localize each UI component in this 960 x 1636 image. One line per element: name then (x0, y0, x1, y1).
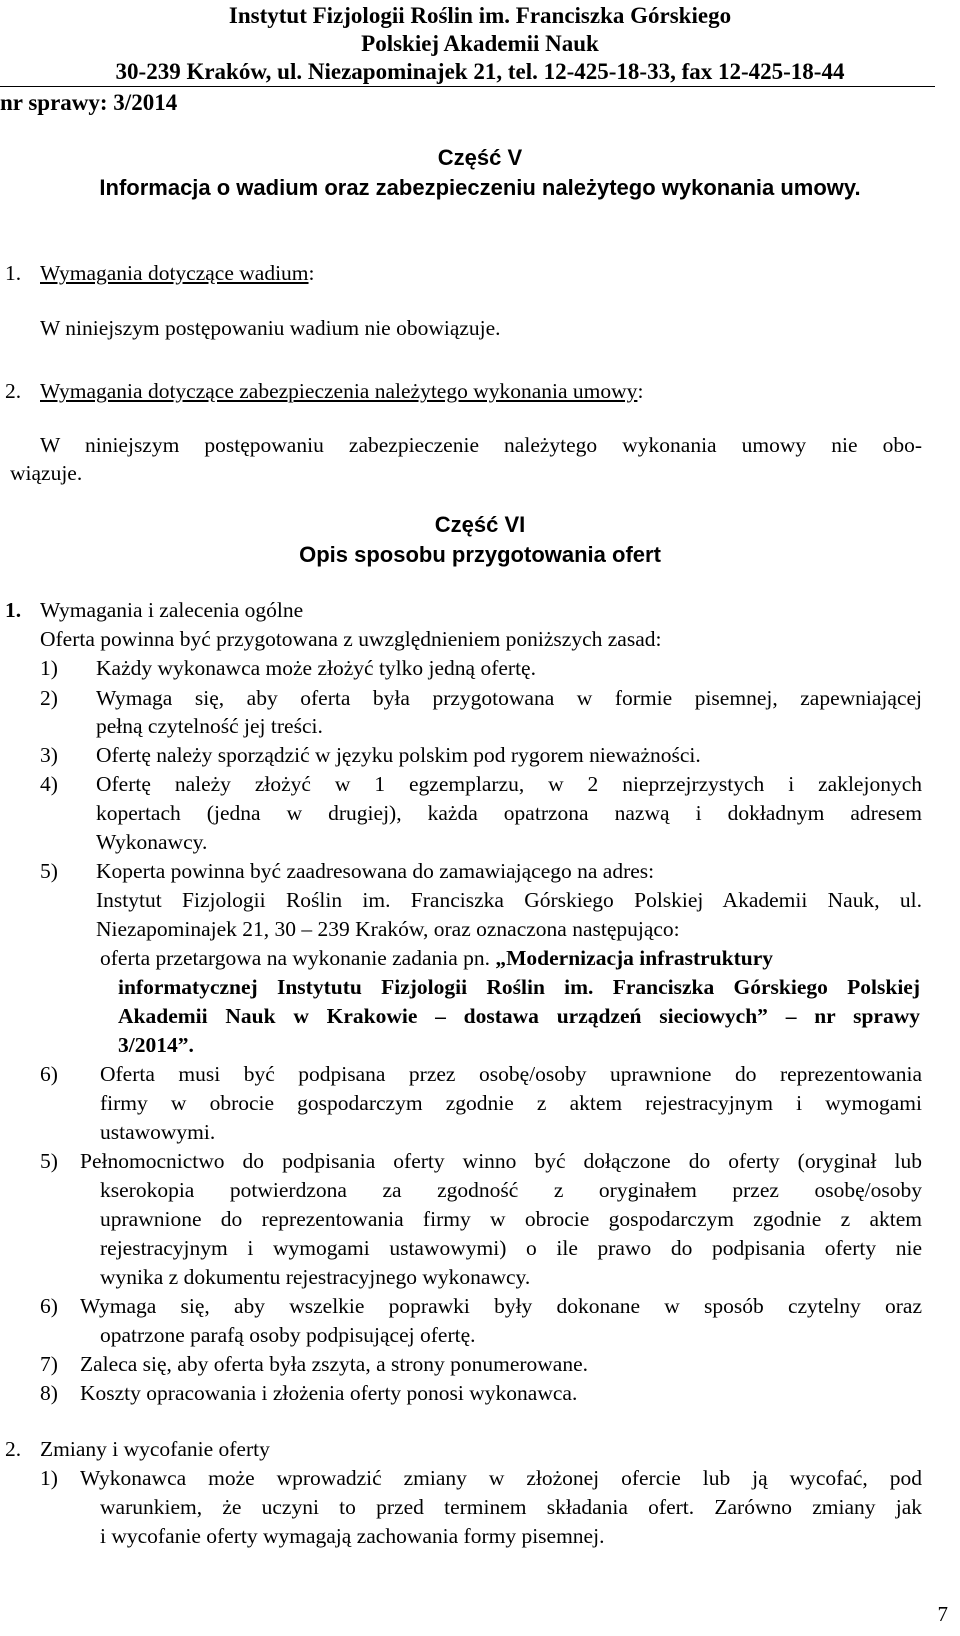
rule2-text: Wymaga się, aby oferta była przygotowana w formie pisemnej, zapewniającej (96, 686, 922, 710)
part5-item2-text-cont: wiązuje. (10, 461, 83, 485)
change-rule1-text: Wykonawca może wprowadzić zmiany w złożonej ofercie lub ją wycofać, pod (80, 1466, 922, 1490)
rule5b-text: Pełnomocnictwo do podpisania oferty winno być dołączone do oferty (oryginał lub (80, 1149, 922, 1173)
section2-heading: Zmiany i wycofanie oferty (40, 1437, 270, 1461)
rule5b-text-l4: rejestracyjnym i wymogami ustawowymi) o ile prawo do podpisania oferty nie (100, 1236, 922, 1260)
rule1-number: 1) (40, 656, 58, 680)
part5-item2-number: 2. (5, 379, 22, 403)
section1-heading: Wymagania i zalecenia ogólne (40, 598, 304, 622)
part5-item1-heading: Wymagania dotyczące wadium: (40, 261, 315, 285)
institute-name: Instytut Fizjologii Roślin im. Franciszka Górskiego (228, 3, 732, 28)
rule5-text: Koperta powinna być zaadresowana do zamawiającego na adres: (96, 859, 655, 883)
academy-name: Polskiej Akademii Nauk (361, 31, 599, 56)
rule6-text-end: ustawowymi. (100, 1120, 216, 1144)
rule4-text-cont: kopertach (jedna w drugiej), każda opatrzona nazwą i dokładnym adresem (96, 801, 922, 825)
part5-item2-heading: Wymagania dotyczące zabezpieczenia należytego wykonania umowy: (40, 379, 644, 403)
part5-item1-text: W niniejszym postępowaniu wadium nie obowiązuje. (40, 316, 501, 340)
rule4-text: Ofertę należy złożyć w 1 egzemplarzu, w 2 nieprzejrzystych i zaklejonych (96, 772, 922, 796)
rule3-number: 3) (40, 743, 58, 767)
part5-title: Część V (437, 145, 523, 170)
page-number: 7 (937, 1602, 948, 1626)
institute-address: 30-239 Kraków, ul. Niezapominajek 21, tel. 12-425-18-33, fax 12-425-18-44 (115, 59, 845, 84)
rule6-number: 6) (40, 1062, 58, 1086)
case-number: nr sprawy: 3/2014 (0, 90, 178, 115)
rule6-text: Oferta musi być podpisana przez osobę/osoby uprawnione do reprezentowania (100, 1062, 922, 1086)
section2-number: 2. (5, 1437, 22, 1461)
rule5b-number: 5) (40, 1149, 58, 1173)
rule5-address: Instytut Fizjologii Roślin im. Franciszka Górskiego Polskiej Akademii Nauk, ul. (96, 888, 922, 912)
change-rule1-text-l2: warunkiem, że uczyni to przed terminem składania ofert. Zarówno zmiany jak (100, 1495, 922, 1519)
part6-subtitle: Opis sposobu przygotowania ofert (299, 542, 661, 567)
rule1-text: Każdy wykonawca może złożyć tylko jedną ofertę. (96, 656, 536, 680)
rule6b-text-cont: opatrzone parafą osoby podpisującej ofertę. (100, 1323, 476, 1347)
rule7-number: 7) (40, 1352, 58, 1376)
part5-item1-number: 1. (5, 261, 22, 285)
rule6b-text: Wymaga się, aby wszelkie poprawki były dokonane w sposób czytelny oraz (80, 1294, 922, 1318)
rule3-text: Ofertę należy sporządzić w języku polskim pod rygorem nieważności. (96, 743, 701, 767)
section1-number: 1. (5, 598, 22, 622)
rule5b-text-l2: kserokopia potwierdzona za zgodność z oryginałem przez osobę/osoby (100, 1178, 922, 1202)
rule7-text: Zaleca się, aby oferta była zszyta, a strony ponumerowane. (80, 1352, 589, 1376)
rule5-address-cont: Niezapominajek 21, 30 – 239 Kraków, oraz oznaczona następująco: (96, 917, 680, 941)
rule5b-text-l5: wynika z dokumentu rejestracyjnego wykonawcy. (100, 1265, 531, 1289)
part5-item2-text: W niniejszym postępowaniu zabezpieczenie należytego wykonania umowy nie obo- (40, 433, 922, 457)
change-rule1-text-l3: i wycofanie oferty wymagają zachowania formy pisemnej. (100, 1524, 605, 1548)
section1-intro: Oferta powinna być przygotowana z uwzględnieniem poniższych zasad: (40, 627, 662, 651)
rule4-number: 4) (40, 772, 58, 796)
rule4-text-end: Wykonawcy. (96, 830, 208, 854)
rule5-label: oferta przetargowa na wykonanie zadania pn. „Modernizacja infrastruktury (100, 946, 774, 970)
header-divider (0, 86, 935, 87)
rule8-number: 8) (40, 1381, 58, 1405)
rule6b-number: 6) (40, 1294, 58, 1318)
rule2-text-cont: pełną czytelność jej treści. (96, 714, 323, 738)
part5-subtitle: Informacja o wadium oraz zabezpieczeniu należytego wykonania umowy. (99, 175, 861, 200)
rule2-number: 2) (40, 686, 58, 710)
rule6-text-cont: firmy w obrocie gospodarczym zgodnie z aktem rejestracyjnym i wymogami (100, 1091, 922, 1115)
part6-title: Część VI (434, 512, 526, 537)
rule5b-text-l3: uprawnione do reprezentowania firmy w obrocie gospodarczym zgodnie z aktem (100, 1207, 922, 1231)
rule5-project-name: informatycznej Instytutu Fizjologii Roślin im. Franciszka Górskiego Polskiej (118, 975, 920, 999)
rule5-project-name-cont: Akademii Nauk w Krakowie – dostawa urządzeń sieciowych” – nr sprawy (118, 1004, 920, 1028)
rule5-number: 5) (40, 859, 58, 883)
change-rule1-number: 1) (40, 1466, 58, 1490)
rule5-case-ref: 3/2014”. (118, 1033, 194, 1057)
rule8-text: Koszty opracowania i złożenia oferty ponosi wykonawca. (80, 1381, 578, 1405)
